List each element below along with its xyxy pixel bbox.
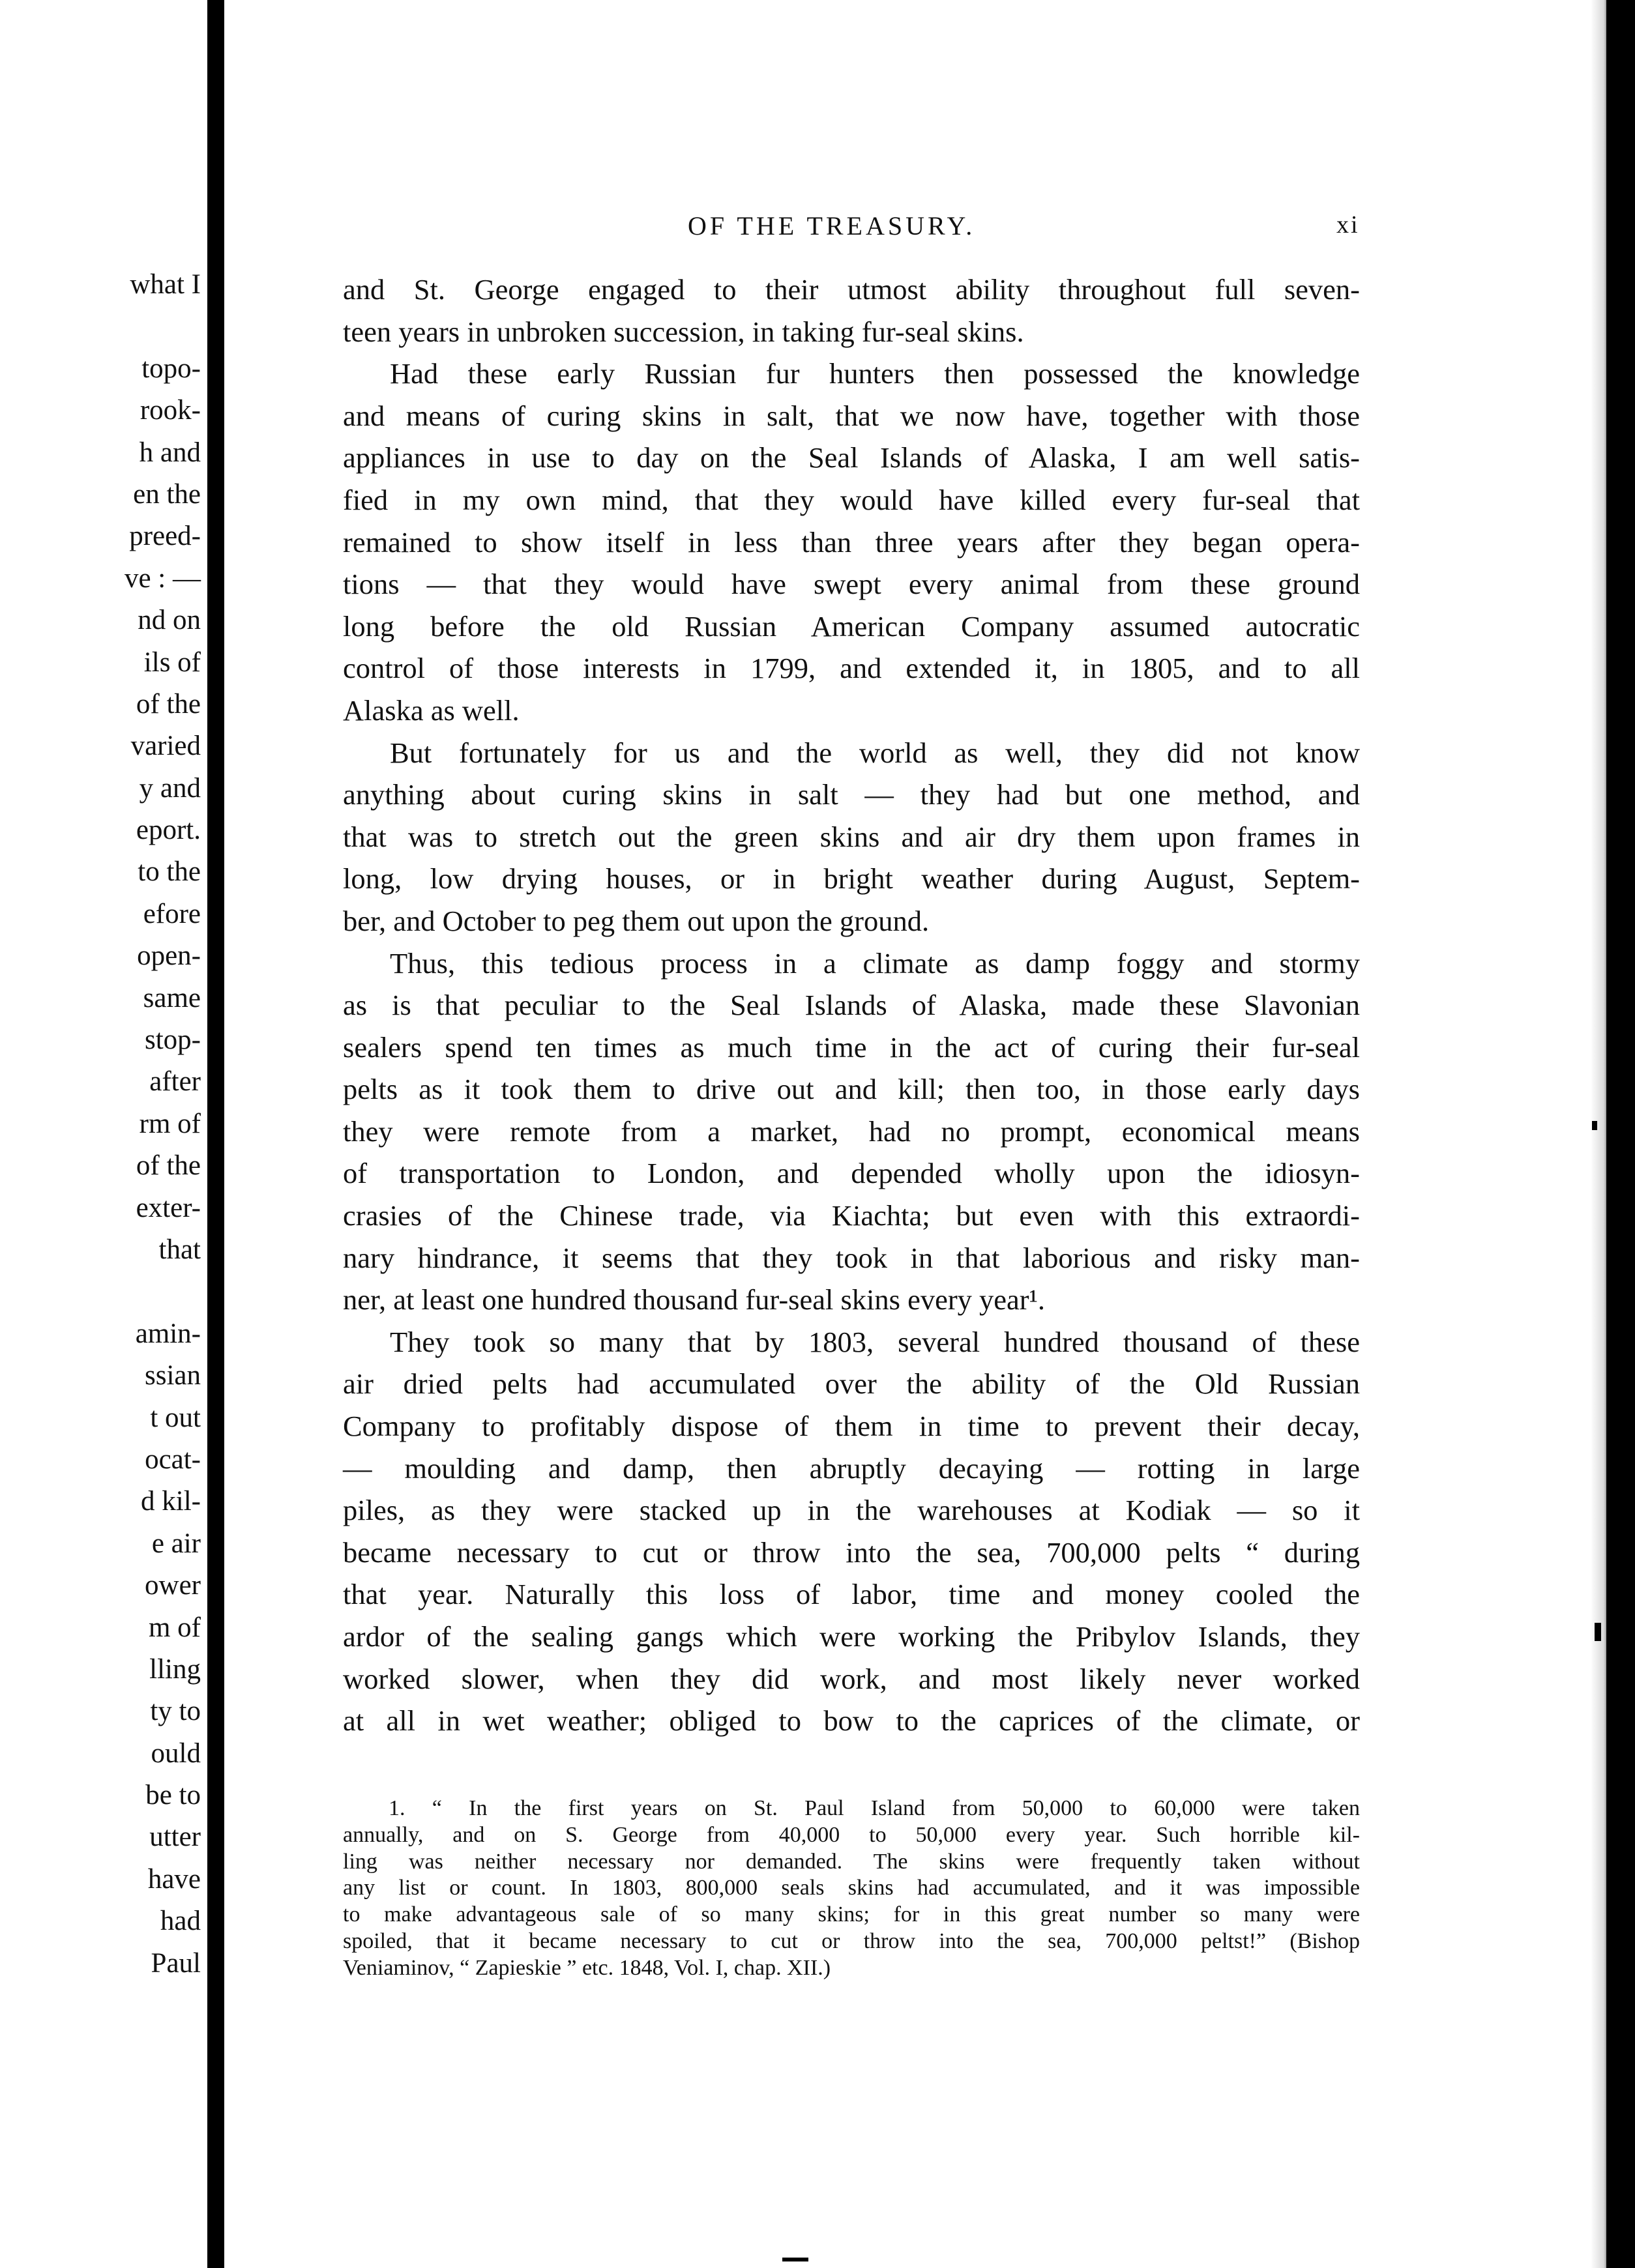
facing-page-line: same — [143, 982, 201, 1013]
footnote-line: spoiled, that it became necessary to cut or throw into the sea, 700,000 peltst!” (Bishop — [343, 1928, 1360, 1953]
body-line: anything about curing skins in salt — they had but one method, and — [343, 778, 1360, 811]
facing-page-line: preed- — [129, 521, 201, 552]
body-text — [343, 269, 1360, 1742]
scan-edge — [1606, 0, 1635, 2268]
body-line: teen years in unbroken succession, in taking fur-seal skins. — [343, 315, 1024, 348]
page-number: xi — [1336, 211, 1360, 239]
body-line: that year. Naturally this loss of labor, time and money cooled the — [343, 1578, 1360, 1611]
scan-speck — [1592, 1121, 1597, 1130]
body-line: They took so many that by 1803, several hundred thousand of these — [390, 1325, 1360, 1358]
facing-page-line: stop- — [145, 1025, 201, 1056]
facing-page-line: ve : — — [124, 562, 201, 594]
facing-page-line: of the — [136, 1150, 201, 1182]
facing-page-text — [125, 264, 201, 1984]
facing-page-line: d kil- — [141, 1486, 201, 1517]
body-line: air dried pelts had accumulated over the ability of the Old Russian — [343, 1367, 1360, 1401]
scan-speck — [1595, 1623, 1601, 1641]
body-line: and St. George engaged to their utmost ability throughout full seven- — [343, 273, 1360, 306]
facing-page-line: ould — [151, 1737, 201, 1769]
facing-page-line — [125, 1271, 201, 1313]
facing-page-line — [125, 306, 201, 347]
body-line: as is that peculiar to the Seal Islands of Alaska, made these Slavonian — [343, 989, 1360, 1022]
body-line: remained to show itself in less than three years after they began opera- — [343, 525, 1360, 559]
body-line: that was to stretch out the green skins and air dry them upon frames in — [343, 820, 1360, 853]
scan-speck — [782, 2258, 808, 2261]
body-line: ardor of the sealing gangs which were working the Pribylov Islands, they — [343, 1620, 1360, 1653]
facing-page-line: t out — [150, 1402, 201, 1433]
running-head: OF THE TREASURY. — [688, 211, 976, 240]
facing-page-line: ty to — [150, 1696, 201, 1727]
facing-page-line: nd on — [138, 605, 201, 636]
facing-page-line: efore — [143, 898, 201, 929]
facing-page-line: m of — [148, 1612, 201, 1643]
body-line: pelts as it took them to drive out and kill; then too, in those early days — [343, 1073, 1360, 1106]
body-line: long, low drying houses, or in bright weather during August, Septem- — [343, 862, 1360, 895]
footnote-line: Veniaminov, “ Zapieskie ” etc. 1848, Vol. I, chap. XII.) — [343, 1955, 831, 1980]
facing-page-line: to the — [138, 856, 201, 888]
facing-page-line: after — [149, 1066, 201, 1098]
facing-page-line: exter- — [136, 1192, 201, 1223]
facing-page-line: had — [160, 1906, 201, 1937]
footnote-line: any list or count. In 1803, 800,000 seals skins had accumulated, and it was impossible — [343, 1876, 1360, 1900]
facing-page-line: topo- — [141, 353, 201, 384]
body-line: fied in my own mind, that they would have killed every fur-seal that — [343, 483, 1360, 516]
facing-page-line: ocat- — [145, 1444, 201, 1475]
body-line: But fortunately for us and the world as well, they did not know — [390, 736, 1360, 769]
facing-page-line: be to — [145, 1780, 201, 1811]
body-line: Company to profitably dispose of them in time to prevent their decay, — [343, 1410, 1360, 1443]
footnote-line: ling was neither necessary nor demanded. The skins were frequently taken without — [343, 1849, 1360, 1874]
body-line: control of those interests in 1799, and extended it, in 1805, and to all — [343, 652, 1360, 685]
body-line: crasies of the Chinese trade, via Kiachta; but even with this extraordi- — [343, 1199, 1360, 1232]
facing-page-line: en the — [133, 478, 201, 510]
facing-page-line: lling — [149, 1653, 201, 1685]
body-line: became necessary to cut or throw into the sea, 700,000 pelts “ during — [343, 1535, 1360, 1569]
footnote-line: to make advantageous sale of so many skins; for in this great number so many were — [343, 1902, 1360, 1927]
body-line: — moulding and damp, then abruptly decaying — rotting in large — [343, 1451, 1360, 1485]
facing-page-line: Paul — [151, 1947, 201, 1979]
body-line: appliances in use to day on the Seal Islands of Alaska, I am well satis- — [343, 441, 1360, 474]
body-line: long before the old Russian American Company assumed autocratic — [343, 609, 1360, 643]
facing-page-line: rm of — [139, 1108, 201, 1139]
body-line: Thus, this tedious process in a climate as damp foggy and stormy — [390, 946, 1360, 980]
body-line: Had these early Russian fur hunters then possessed the knowledge — [390, 357, 1360, 390]
facing-page-line: amin- — [135, 1318, 201, 1349]
facing-page-line: of the — [136, 688, 201, 720]
body-line: and means of curing skins in salt, that we now have, together with those — [343, 399, 1360, 432]
body-line: worked slower, when they did work, and most likely never worked — [343, 1662, 1360, 1695]
body-line: of transportation to London, and depended wholly upon the idiosyn- — [343, 1157, 1360, 1190]
facing-page-line: what I — [130, 269, 201, 300]
facing-page-line: ssian — [145, 1360, 201, 1391]
body-line: Alaska as well. — [343, 693, 520, 727]
facing-page-line: ils of — [143, 647, 201, 678]
facing-page-line: ower — [145, 1570, 201, 1601]
body-line: piles, as they were stacked up in the warehouses at Kodiak — so it — [343, 1494, 1360, 1527]
body-line: nary hindrance, it seems that they took in that laborious and risky man- — [343, 1241, 1360, 1274]
facing-page-line: e air — [151, 1528, 201, 1559]
footnote — [343, 1796, 1360, 1982]
body-line: they were remote from a market, had no prompt, economical means — [343, 1114, 1360, 1148]
facing-page-line: have — [147, 1863, 201, 1895]
footnote-line: annually, and on S. George from 40,000 to 50,000 every year. Such horrible kil- — [343, 1822, 1360, 1847]
facing-page-line: varied — [130, 731, 201, 762]
facing-page-line: rook- — [140, 395, 201, 426]
body-line: ber, and October to peg them out upon the ground. — [343, 904, 930, 937]
body-line: at all in wet weather; obliged to bow to the caprices of the climate, or — [343, 1704, 1360, 1737]
facing-page-fragment — [0, 0, 207, 2268]
facing-page-line: y and — [139, 772, 201, 804]
facing-page-line: h and — [139, 437, 201, 468]
footnote-line: 1. “ In the first years on St. Paul Island from 50,000 to 60,000 were taken — [389, 1796, 1360, 1820]
facing-page-line: utter — [149, 1822, 201, 1853]
body-line: tions — that they would have swept every animal from these ground — [343, 568, 1360, 601]
body-line: ner, at least one hundred thousand fur-seal skins every year¹. — [343, 1283, 1046, 1316]
book-gutter — [207, 0, 224, 2268]
facing-page-line: open- — [137, 940, 201, 972]
body-line: sealers spend ten times as much time in the act of curing their fur-seal — [343, 1030, 1360, 1064]
facing-page-line: that — [158, 1234, 201, 1265]
facing-page-line: eport. — [136, 815, 201, 846]
